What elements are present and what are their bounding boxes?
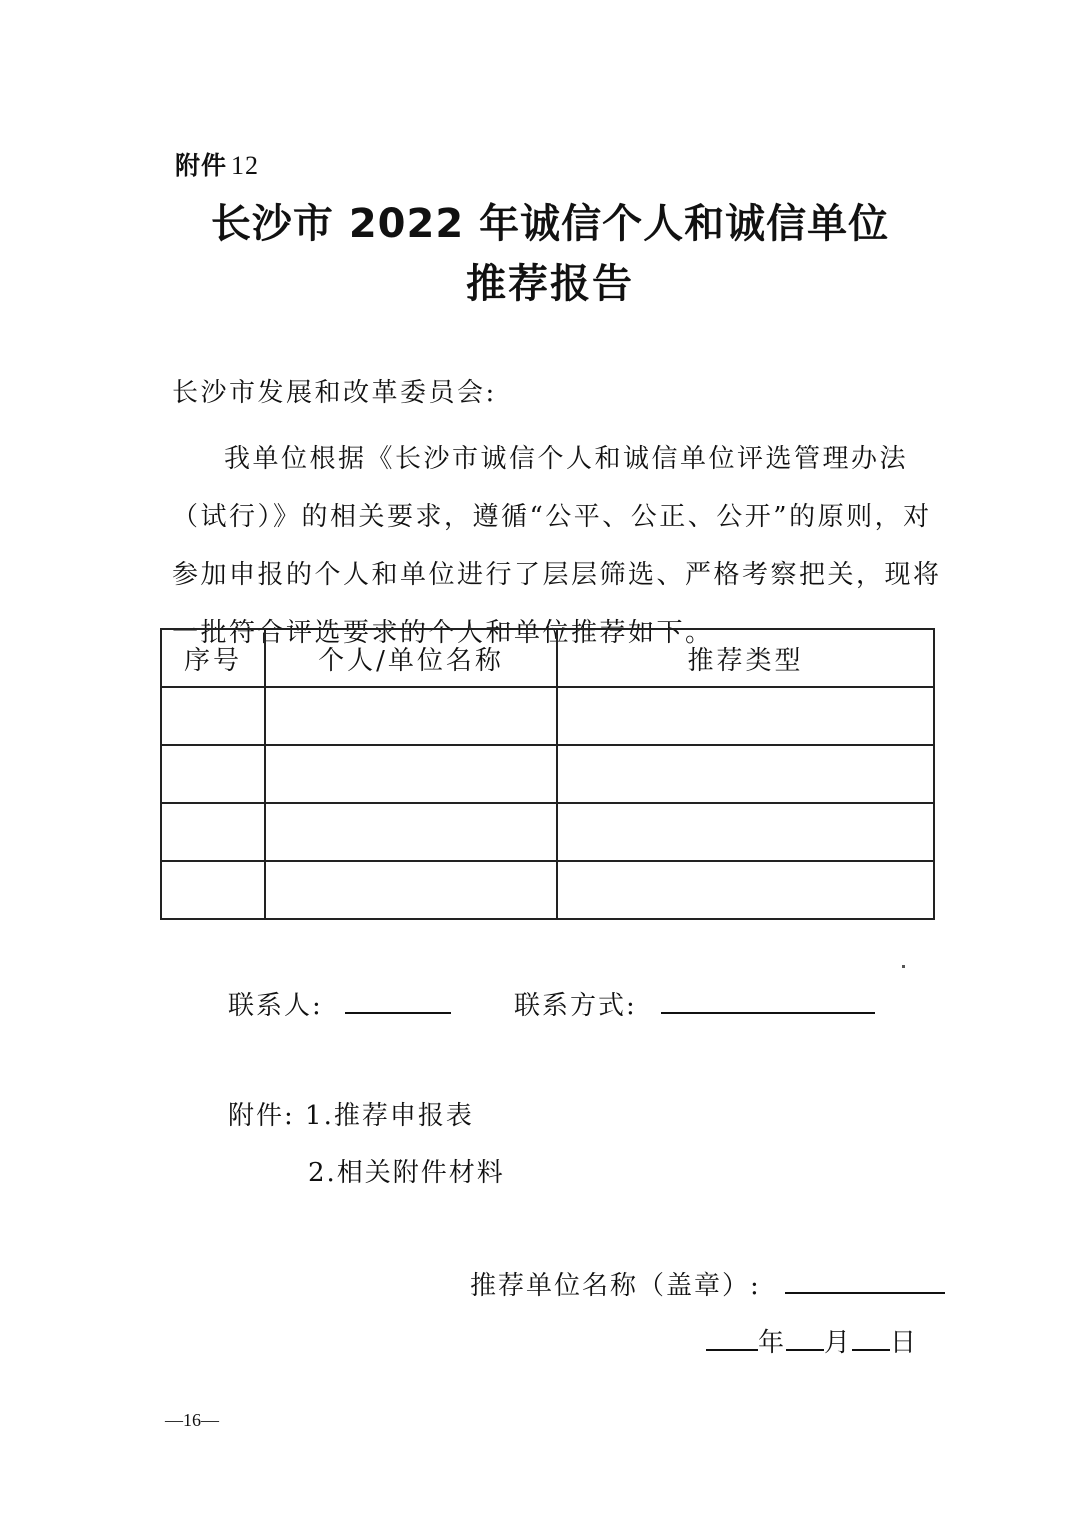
table-cell[interactable] (161, 745, 265, 803)
signature-unit-field[interactable] (785, 1292, 945, 1294)
table-header-row (161, 629, 934, 687)
table-cell[interactable] (265, 803, 557, 861)
header-serial: 序号 (161, 629, 265, 687)
contact-method-label: 联系方式: (514, 991, 637, 1021)
year-label: 年 (758, 1328, 785, 1358)
signature-unit (470, 1265, 945, 1302)
attachment-item-1: 1.推荐申报表 (305, 1101, 474, 1131)
table-cell[interactable] (265, 745, 557, 803)
attachment-item-2: 2.相关附件材料 (308, 1158, 505, 1188)
contact-person-label: 联系人: (228, 991, 323, 1021)
table-cell[interactable] (161, 861, 265, 919)
signature-date (706, 1322, 916, 1359)
day-label: 日 (890, 1328, 917, 1358)
salutation: 长沙市发展和改革委员会: (172, 378, 497, 408)
month-label: 月 (824, 1328, 851, 1358)
letter-paragraph: 我单位根据《长沙市诚信个人和诚信单位评选管理办法（试行）》的相关要求，遵循“公平、公正、公开”的原则，对参加申报的个人和单位进行了层层筛选、严格考察把关，现将一批符合评选要求的个人和单位推荐如下。 (172, 444, 942, 648)
table-cell[interactable] (265, 861, 557, 919)
attachment-label (175, 146, 259, 182)
table-cell[interactable] (557, 687, 934, 745)
table-cell[interactable] (557, 861, 934, 919)
contact-method-field[interactable] (661, 1012, 875, 1014)
attachment-number: 12 (231, 151, 260, 180)
document-title-line1: 长沙市 2022 年诚信个人和诚信单位 (210, 201, 890, 247)
table-cell[interactable] (265, 687, 557, 745)
table-cell[interactable] (161, 687, 265, 745)
header-type: 推荐类型 (557, 629, 934, 687)
attachments-label: 附件: (228, 1101, 295, 1131)
contact-person-field[interactable] (345, 1012, 451, 1014)
header-name: 个人/单位名称 (265, 629, 557, 687)
contact-person (228, 985, 451, 1022)
table-cell[interactable] (557, 745, 934, 803)
table-cell[interactable] (557, 803, 934, 861)
year-field[interactable] (706, 1349, 758, 1351)
signature-unit-label: 推荐单位名称（盖章）: (470, 1271, 761, 1301)
month-field[interactable] (786, 1349, 824, 1351)
attachment-label-text: 附件 (175, 151, 228, 180)
table-row (161, 803, 934, 861)
table-cell[interactable] (161, 803, 265, 861)
document-title-line2: 推荐报告 (466, 261, 634, 307)
recommendation-table (160, 628, 935, 920)
contact-method (514, 985, 875, 1022)
attachments (228, 1095, 474, 1132)
table-row (161, 861, 934, 919)
scan-speck (902, 965, 905, 968)
table-row (161, 687, 934, 745)
day-field[interactable] (852, 1349, 890, 1351)
table-row (161, 745, 934, 803)
page-number: —16— (165, 1410, 219, 1430)
